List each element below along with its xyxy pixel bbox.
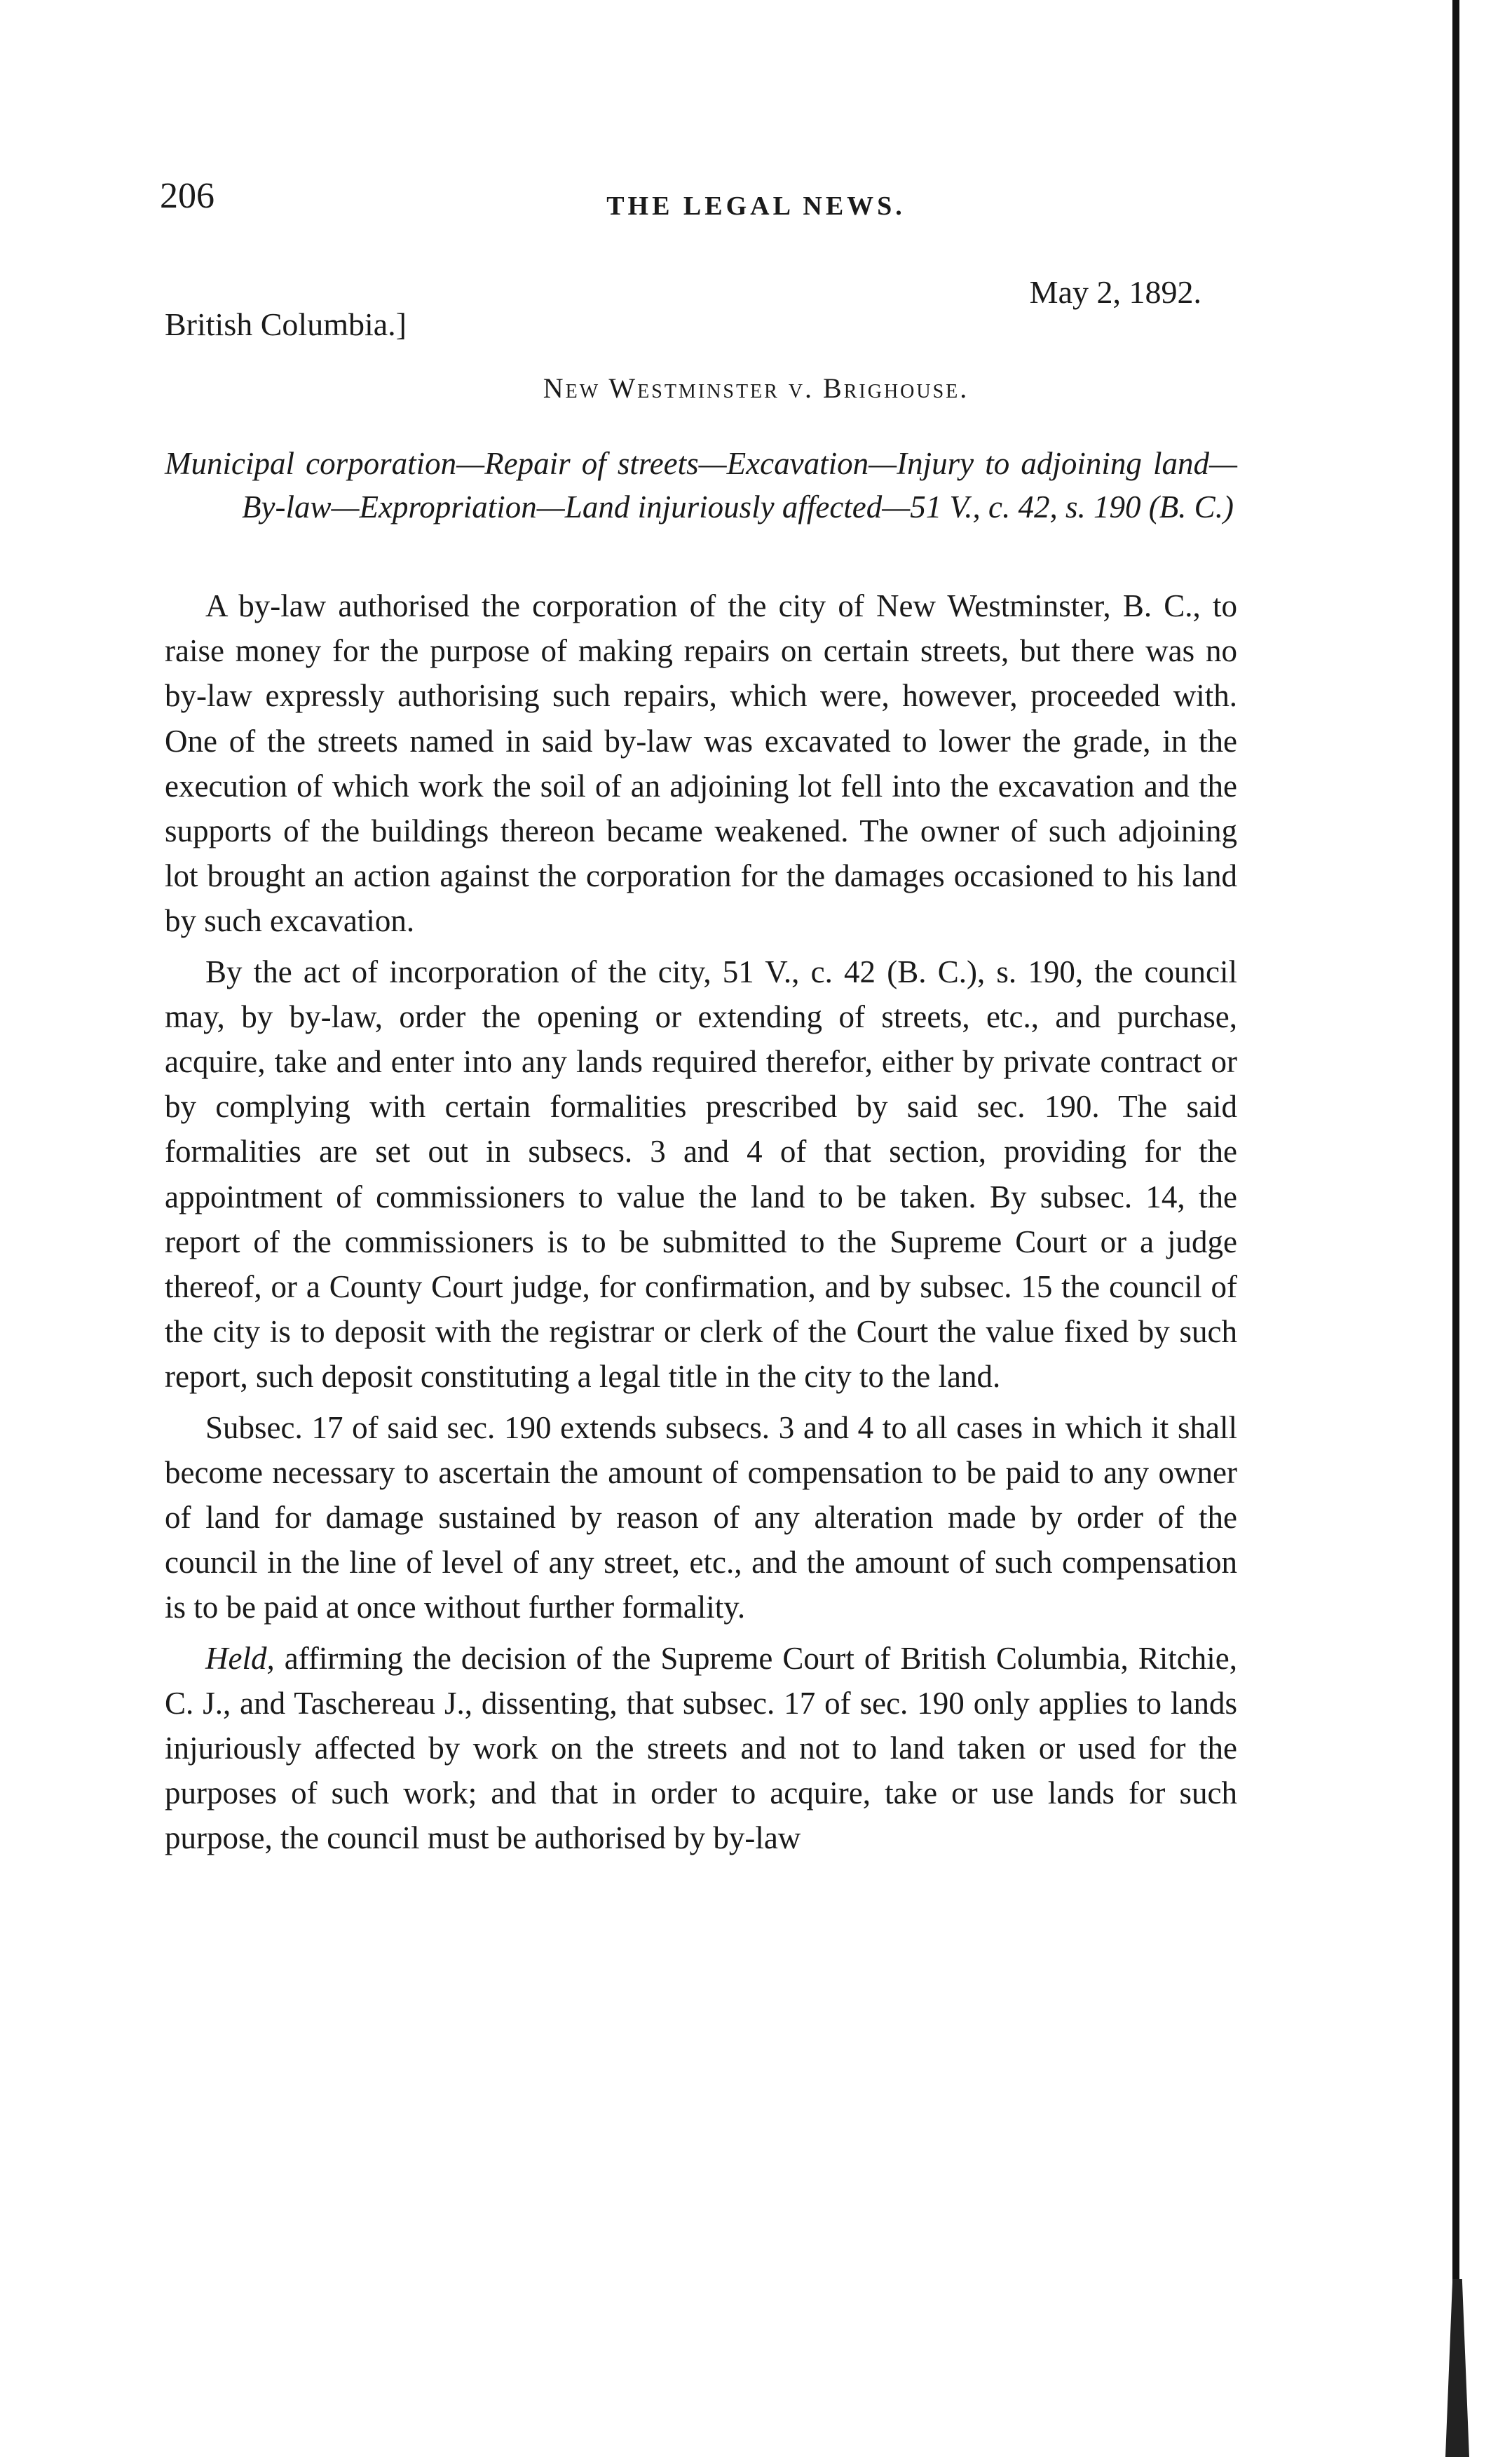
body-text <box>165 583 1237 1867</box>
paragraph-held <box>165 1636 1237 1861</box>
paragraph-statute: By the act of incorporation of the city, 51 V., c. 42 (B. C.), s. 190, the council may, by by-law, order the opening or extending of streets, etc., and purchase, acquire, take and enter into any lands required therefor, either by private contract or by complying with certain formalities prescribed by said sec. 190. The said formalities are set out in subsecs. 3 and 4 of that section, providing for the appointment of commissioners to value the land to be taken. By subsec. 14, the report of the commissioners is to be submitted to the Supreme Court or a judge thereof, or a County Court judge, for confirmation, and by subsec. 15 the council of the city is to deposit with the registrar or clerk of the Court the value fixed by such report, such deposit constituting a legal title in the city to the land. <box>165 954 1237 1395</box>
issue-date: May 2, 1892. <box>1029 274 1201 310</box>
paragraph-subsection: Subsec. 17 of said sec. 190 extends subsecs. 3 and 4 to all cases in which it shall become necessary to ascertain the amount of compensation to be paid to any owner of land for damage sustained by reason of any alteration made by order of the council in the line of level of any street, etc., and the amount of such compensation is to be paid at once without further formality. <box>165 1409 1237 1625</box>
page-number: 206 <box>160 176 214 216</box>
case-title: New Westminster v. Brighouse. <box>543 372 969 404</box>
jurisdiction-label: British Columbia.] <box>165 306 407 342</box>
running-head: THE LEGAL NEWS. <box>606 191 906 221</box>
held-lead: Held, <box>205 1640 275 1676</box>
paragraph-facts: A by-law authorised the corporation of the city of New Westminster, B. C., to raise money for the purpose of making repairs on certain streets, but there was no by-law expressly authorising such repairs, which were, however, proceeded with. One of the streets named in said by-law was excavated to lower the grade, in the execution of which work the soil of an adjoining lot fell into the excavation and the supports of the buildings thereon became weakened. The owner of such adjoining lot brought an action against the corporation for the damages occasioned to his land by such excavation. <box>165 588 1237 939</box>
binding-edge-bottom <box>1445 2279 1469 2457</box>
binding-edge <box>1452 0 1459 2457</box>
held-text: affirming the decision of the Supreme Court of British Columbia, Ritchie, C. J., and Taschereau J., dissenting, that subsec. 17 of sec. 190 only applies to lands injuriously affected by work on the streets and not to land taken or used for the purposes of such work; and that in order to acquire, take or use lands for such purpose, the council must be authorised by by-law <box>165 1640 1237 1856</box>
headnote: Municipal corporation—Repair of streets—Excavation—Injury to adjoining land—By-law—Expropriation—Land injuriously affected—51 V., c. 42, s. 190 (B. C.) <box>165 446 1237 524</box>
